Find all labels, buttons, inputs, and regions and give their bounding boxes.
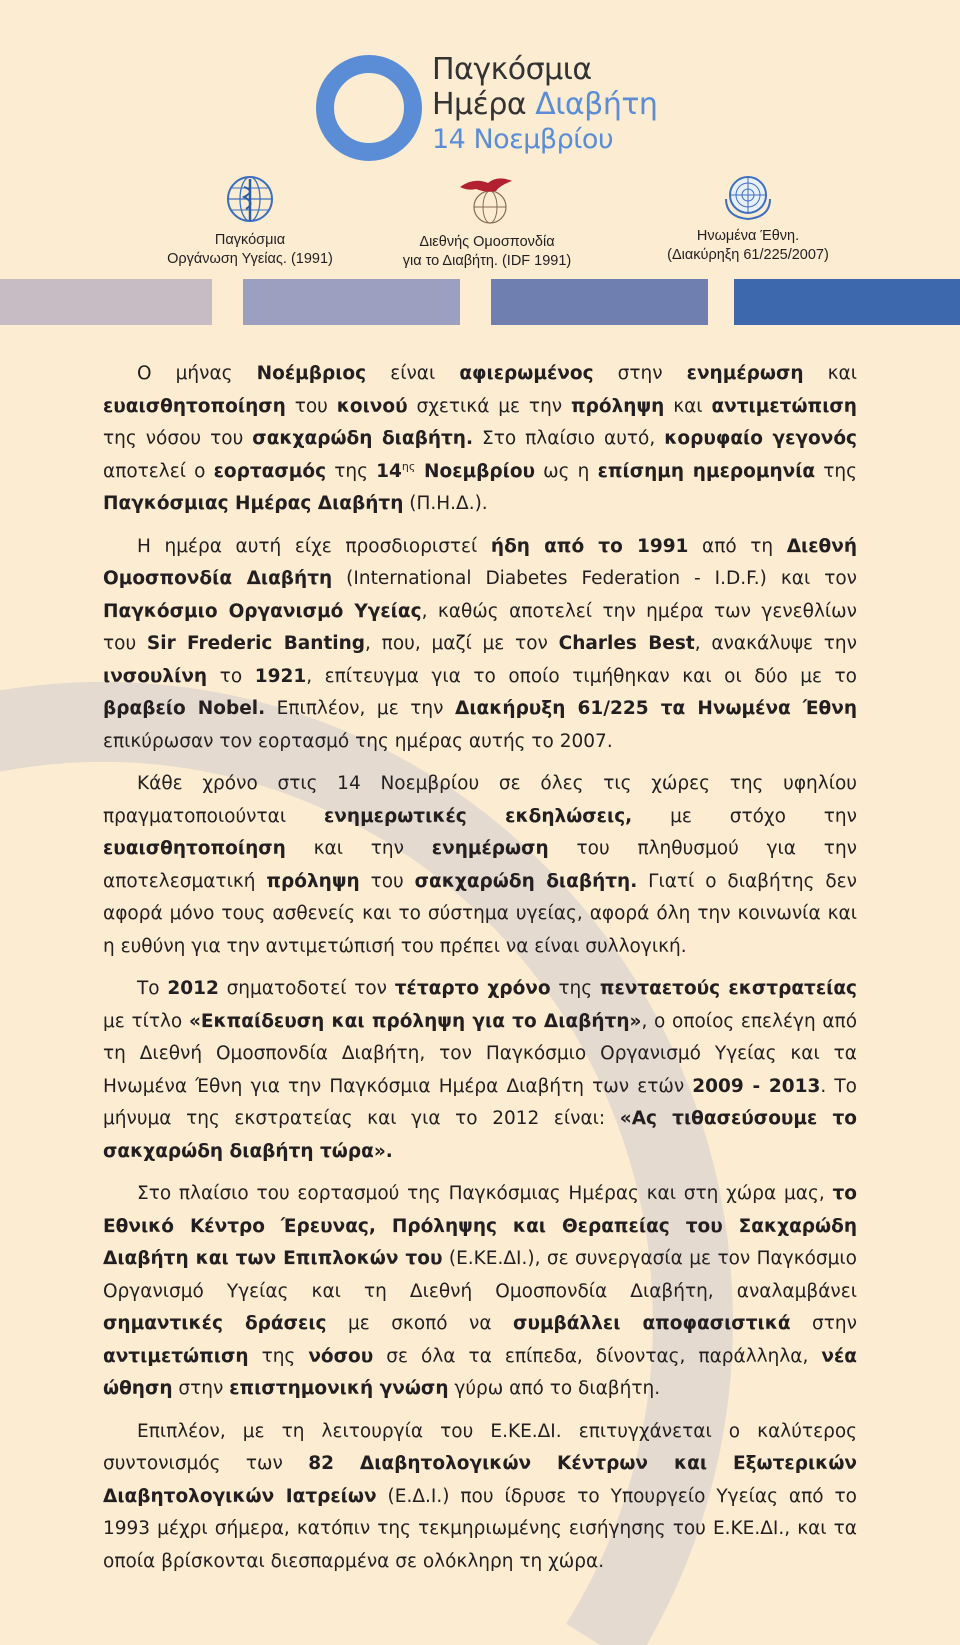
bold-text: επιστημονική γνώση <box>229 1378 449 1399</box>
body-text: με σκοπό να <box>326 1313 514 1334</box>
body-text: με τίτλο <box>103 1010 189 1032</box>
who-emblem-icon <box>222 173 278 225</box>
bold-text: πενταετούς εκστρατείας <box>599 978 858 999</box>
title-line1: Παγκόσμια <box>432 52 592 87</box>
un-emblem-icon <box>720 173 776 221</box>
body-text: αποτελεί ο <box>103 460 214 482</box>
body-text: . Το μήνυμα της εκστρατείας και για το 2012 είναι: <box>103 1075 857 1129</box>
body-text: σε όλα τα επίπεδα, δίνοντας, παράλληλα, <box>373 1345 822 1367</box>
body-text: της <box>248 1345 309 1367</box>
bold-text: ενημέρωση <box>686 363 804 384</box>
bold-text: ήδη από το 1991 <box>490 535 689 557</box>
bold-text: νόσου <box>308 1345 374 1367</box>
bold-text: αντιμετώπιση <box>103 1345 249 1367</box>
body-text: Στο πλαίσιο αυτό, <box>473 428 665 449</box>
bold-text: Παγκόσμιας Ημέρας Διαβήτη <box>103 493 404 514</box>
body-text: Το <box>137 978 168 999</box>
header <box>0 0 960 330</box>
bold-text: ευαισθητοποίηση <box>103 395 286 417</box>
paragraph-3 <box>103 768 857 963</box>
body-text: Γιατί ο διαβήτης δεν αφορά μόνο τους ασθενείς και το σύστημα υγείας, αφορά όλη την κοινωνία και η ευθύνη για την αντιμετώπισή του πρέπει να είναι συλλογική. <box>103 870 857 957</box>
page-title <box>432 52 657 157</box>
bold-text: ενημερωτικές εκδηλώσεις, <box>324 805 633 827</box>
paragraph-4 <box>103 973 857 1168</box>
title-line2: Ημέρα Διαβήτη <box>432 87 658 122</box>
article-body <box>103 358 857 1588</box>
bold-text: 2012 <box>167 978 219 999</box>
body-text: του <box>285 395 337 417</box>
body-text: Επιπλέον, με τη λειτουργία του Ε.ΚΕ.ΔΙ. επιτυγχάνεται ο καλύτερος συντονισμός των <box>103 1420 857 1474</box>
bold-text: πρόληψη <box>266 870 360 892</box>
idf-bird-globe-icon <box>452 173 522 227</box>
paragraph-6 <box>103 1416 857 1579</box>
bold-text: Νοέμβριος <box>256 363 367 384</box>
body-text: γύρω από το διαβήτη. <box>448 1378 661 1399</box>
body-text: , ανακάλυψε την <box>694 633 857 654</box>
blue-circle-logo-icon <box>316 55 422 161</box>
org-idf: Διεθνής Ομοσπονδία για το Διαβήτη. (IDF 1991) <box>387 173 587 271</box>
body-text: και την <box>285 838 432 859</box>
body-text: Επιπλέον, με την <box>265 698 456 719</box>
paragraph-1 <box>103 358 857 521</box>
body-text: το <box>207 665 255 687</box>
bold-text: αφιερωμένος <box>459 363 594 384</box>
body-text: ης <box>401 459 416 473</box>
bold-text: 82 Διαβητολογικών Κέντρων και Εξωτερικών Διαβητολογικών Ιατρείων <box>103 1453 857 1507</box>
color-bar-4 <box>734 279 960 325</box>
bold-text: σακχαρώδη διαβήτη. <box>252 428 474 449</box>
bold-text: σημαντικές δράσεις <box>103 1313 327 1334</box>
body-text: (Ε.Δ.Ι.) που ίδρυσε το Υπουργείο Υγείας από το 1993 μέχρι σήμερα, κατόπιν της τεκμηριωμένης εισήγησης του Ε.ΚΕ.ΔΙ., και τα οποία βρίσκονται διεσπαρμένα σε ολόκληρη τη χώρα. <box>103 1485 857 1572</box>
body-text: και <box>803 363 857 384</box>
body-text: της <box>550 978 600 999</box>
body-text: (International Diabetes Federation - I.D.F.) και τον <box>332 568 857 589</box>
paragraph-2 <box>103 531 857 759</box>
color-bar-1 <box>0 279 212 325</box>
color-bars <box>0 279 960 325</box>
bold-text: Διακήρυξη 61/225 τα Ηνωμένα Έθνη <box>455 698 857 719</box>
bold-text: Sir Frederic Banting <box>146 633 366 654</box>
body-text: στην <box>172 1378 230 1399</box>
body-text: στην <box>790 1313 857 1334</box>
org-un: Ηνωμένα Έθνη. (Διακύρηξη 61/225/2007) <box>648 173 848 265</box>
bold-text: σακχαρώδη διαβήτη. <box>414 870 638 892</box>
body-text: της <box>326 460 377 482</box>
bold-text: αντιμετώπιση <box>711 395 857 417</box>
bold-text: ενημέρωση <box>431 838 549 859</box>
body-text: Ο μήνας <box>137 363 257 384</box>
bold-text: «Εκπαίδευση και πρόληψη για το Διαβήτη» <box>188 1010 642 1032</box>
body-text: , επίτευγμα για το οποίο τιμήθηκαν και οι δύο με το <box>306 665 857 687</box>
bold-text: ευαισθητοποίηση <box>103 838 286 859</box>
body-text: και <box>664 395 712 417</box>
bold-text: κορυφαίο γεγονός <box>664 428 858 449</box>
body-text: από τη <box>688 535 787 557</box>
body-text: στην <box>593 363 687 384</box>
org-who: Παγκόσμια Οργάνωση Υγείας. (1991) <box>150 173 350 269</box>
bold-text: 1921 <box>254 665 307 687</box>
bold-text: Νοεμβρίου <box>415 460 536 482</box>
bold-text: τέταρτο χρόνο <box>394 978 551 999</box>
body-text: σχετικά με την <box>407 395 571 417</box>
body-text: Στο πλαίσιο του εορτασμού της Παγκόσμιας Ημέρας και στη χώρα μας, <box>137 1183 833 1204</box>
paragraph-5 <box>103 1178 857 1406</box>
body-text: του πληθυσμού για την αποτελεσματική <box>103 838 858 892</box>
bold-text: εορτασμός <box>213 460 327 482</box>
bold-text: Διεθνή Ομοσπονδία Διαβήτη <box>103 535 858 589</box>
body-text: με στόχο την <box>632 805 857 827</box>
body-text: Κάθε χρόνο στις 14 Νοεμβρίου σε όλες τις χώρες της υφηλίου πραγματοποιούνται <box>103 773 857 827</box>
bold-text: «Ας τιθασεύσουμε το σακχαρώδη διαβήτη τώρα». <box>103 1108 857 1162</box>
bold-text: το Εθνικό Κέντρο Έρευνας, Πρόληψης και Θεραπείας του Σακχαρώδη Διαβήτη και των Επιπλοκών του <box>103 1183 857 1269</box>
bold-text: συμβάλλει αποφασιστικά <box>513 1313 791 1334</box>
bold-text: πρόληψη <box>571 395 665 417</box>
body-text: , ο οποίος επελέγη από τη Διεθνή Ομοσπονδία Διαβήτη, τον Παγκόσμιο Οργανισμό Υγείας και τα Ηνωμένα Έθνη για την Παγκόσμια Ημέρα Διαβήτη των ετών <box>103 1010 858 1097</box>
body-text: , που, μαζί με τον <box>365 633 559 654</box>
bold-text: 14 <box>376 460 402 482</box>
title-date: 14 Νοεμβρίου <box>432 124 614 155</box>
body-text: επικύρωσαν τον εορτασμό της ημέρας αυτής το 2007. <box>103 730 613 752</box>
body-text: είναι <box>366 363 460 384</box>
body-text: (Ε.ΚΕ.ΔΙ.), σε συνεργασία με τον Παγκόσμιο Οργανισμό Υγείας και τη Διεθνή Ομοσπονδία Διαβήτη, αναλαμβάνει <box>103 1248 857 1302</box>
body-text: του <box>359 870 415 892</box>
body-text: ως η <box>535 460 598 482</box>
bold-text: επίσημη ημερομηνία <box>597 460 816 482</box>
bold-text: Charles Best <box>558 633 695 654</box>
bold-text: Παγκόσμιο Οργανισμό Υγείας <box>103 600 422 622</box>
color-bar-3 <box>491 279 708 325</box>
body-text: Η ημέρα αυτή είχε προσδιοριστεί <box>137 535 491 557</box>
bold-text: κοινού <box>336 395 408 417</box>
body-text: (Π.Η.Δ.). <box>403 493 488 514</box>
body-text: της <box>815 460 858 482</box>
body-text: , καθώς αποτελεί την ημέρα των γενεθλίων του <box>103 600 857 654</box>
bold-text: ινσουλίνη <box>103 665 208 687</box>
bold-text: 2009 - 2013 <box>692 1075 821 1097</box>
body-text: της νόσου του <box>103 428 253 449</box>
body-text: σηματοδοτεί τον <box>218 978 395 999</box>
color-bar-2 <box>243 279 460 325</box>
bold-text: νέα ώθηση <box>103 1345 857 1399</box>
bold-text: βραβείο Nobel. <box>103 698 266 719</box>
